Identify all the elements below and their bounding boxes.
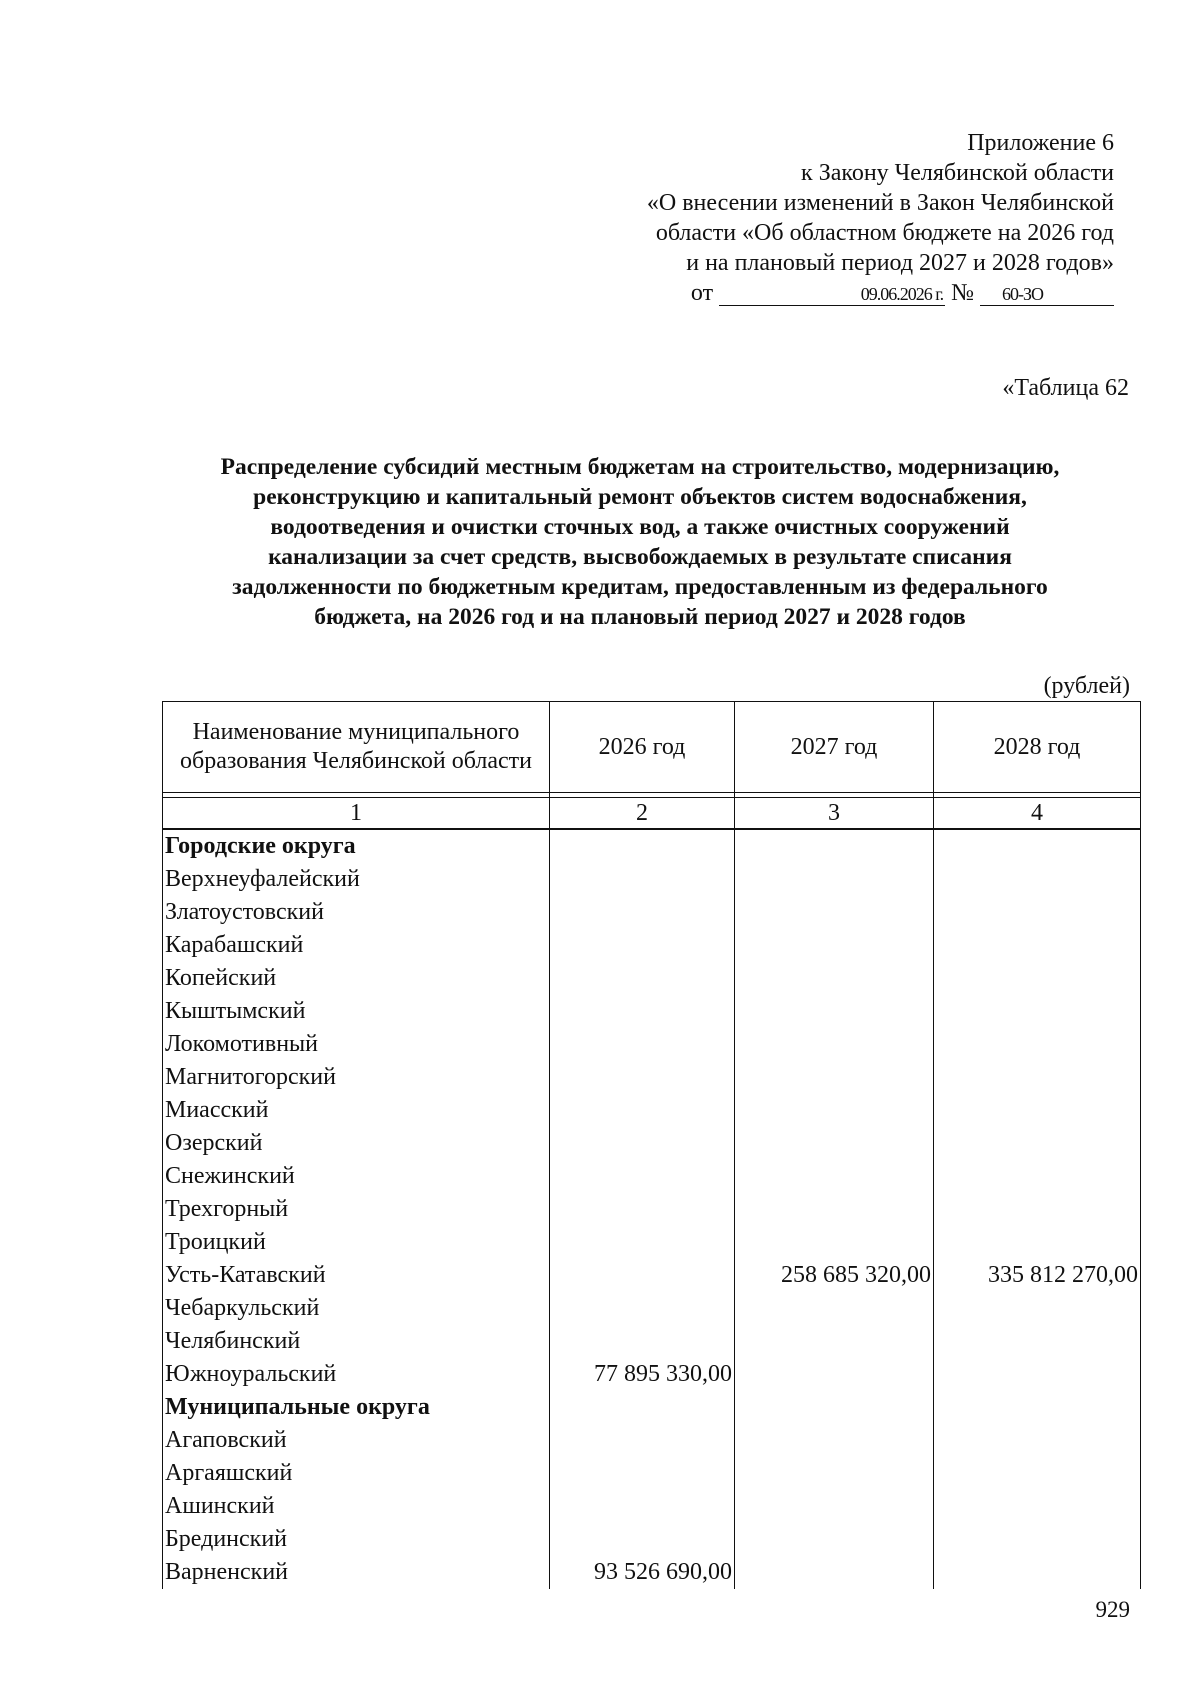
municipality-name: Копейский: [163, 962, 550, 995]
value-2027: [735, 1523, 934, 1556]
value-2026: [550, 1226, 735, 1259]
municipality-name: Городские округа: [163, 829, 550, 863]
value-2027: [735, 962, 934, 995]
value-2026: [550, 1424, 735, 1457]
value-2027: [735, 1226, 934, 1259]
value-2026: [550, 1259, 735, 1292]
table-body: [163, 829, 1141, 1589]
value-2026: [550, 1490, 735, 1523]
value-2027: [735, 1457, 934, 1490]
municipality-name: Брединский: [163, 1523, 550, 1556]
municipality-name: Южноуральский: [163, 1358, 550, 1391]
value-2028: [934, 1325, 1141, 1358]
value-2026: [550, 1523, 735, 1556]
title-line: канализации за счет средств, высвобождаемых в результате списания: [268, 544, 1012, 570]
value-2027: [735, 1193, 934, 1226]
value-2026: [550, 1391, 735, 1424]
value-2028: [934, 1028, 1141, 1061]
value-2027: [735, 896, 934, 929]
value-2027: [735, 929, 934, 962]
value-2027: [735, 995, 934, 1028]
value-2028: [934, 962, 1141, 995]
value-2027: [735, 1391, 934, 1424]
value-2027: [735, 1490, 934, 1523]
number-label: №: [951, 280, 974, 306]
header-2027: 2027 год: [735, 702, 934, 793]
appendix-line: области «Об областном бюджете на 2026 год: [655, 220, 1114, 246]
column-number-row: [163, 798, 1141, 830]
value-2026: [550, 1127, 735, 1160]
value-2027: [735, 1160, 934, 1193]
value-2026: [550, 1061, 735, 1094]
title-line: бюджета, на 2026 год и на плановый период 2027 и 2028 годов: [314, 604, 966, 630]
table-row: [163, 1490, 1141, 1523]
table-row: [163, 1061, 1141, 1094]
municipality-name: Ашинский: [163, 1490, 550, 1523]
table-reference: «Таблица 62: [1002, 375, 1129, 401]
table-row: [163, 1292, 1141, 1325]
value-2027: [735, 829, 934, 863]
municipality-name: Трехгорный: [163, 1193, 550, 1226]
value-2028: [934, 1292, 1141, 1325]
appendix-line: «О внесении изменений в Закон Челябинской: [646, 190, 1114, 216]
table-row: [163, 1226, 1141, 1259]
table-row: [163, 1127, 1141, 1160]
law-number: 60-ЗО: [980, 283, 1114, 306]
column-number: 2: [550, 798, 735, 830]
document-title: [150, 452, 1130, 632]
header-2028: 2028 год: [934, 702, 1141, 793]
table-row: [163, 929, 1141, 962]
value-2027: [735, 863, 934, 896]
table-row: [163, 962, 1141, 995]
municipality-name: Муниципальные округа: [163, 1391, 550, 1424]
value-2027: [735, 1424, 934, 1457]
value-2026: 77 895 330,00: [550, 1358, 735, 1391]
value-2028: [934, 1193, 1141, 1226]
value-2027: [735, 1127, 934, 1160]
from-label: от: [690, 280, 714, 306]
value-2026: [550, 863, 735, 896]
appendix-line: Приложение 6: [967, 130, 1114, 156]
value-2028: [934, 1391, 1141, 1424]
value-2027: [735, 1094, 934, 1127]
value-2028: [934, 995, 1141, 1028]
value-2028: [934, 1358, 1141, 1391]
value-2026: [550, 995, 735, 1028]
municipality-name: Варненский: [163, 1556, 550, 1589]
title-line: реконструкцию и капитальный ремонт объектов систем водоснабжения,: [253, 484, 1027, 510]
value-2028: [934, 1556, 1141, 1589]
value-2026: [550, 896, 735, 929]
table-row: [163, 1325, 1141, 1358]
value-2026: [550, 929, 735, 962]
table-row: [163, 995, 1141, 1028]
municipality-name: Чебаркульский: [163, 1292, 550, 1325]
municipality-name: Карабашский: [163, 929, 550, 962]
value-2026: [550, 1160, 735, 1193]
header-2026: 2026 год: [550, 702, 735, 793]
title-line: задолженности по бюджетным кредитам, предоставленным из федерального: [232, 574, 1048, 600]
table-row: [163, 1193, 1141, 1226]
value-2026: [550, 1457, 735, 1490]
value-2027: [735, 1061, 934, 1094]
value-2028: [934, 1424, 1141, 1457]
table-row: [163, 1424, 1141, 1457]
value-2026: [550, 1094, 735, 1127]
table-row: [163, 1259, 1141, 1292]
title-line: Распределение субсидий местным бюджетам на строительство, модернизацию,: [220, 454, 1060, 480]
table-header-row: [163, 702, 1141, 793]
value-2026: [550, 1292, 735, 1325]
header-municipality: Наименование муниципального образования Челябинской области: [163, 702, 550, 793]
table-row: [163, 1358, 1141, 1391]
value-2026: [550, 1028, 735, 1061]
municipality-name: Троицкий: [163, 1226, 550, 1259]
value-2027: [735, 1028, 934, 1061]
table-row: [163, 863, 1141, 896]
subsidy-table: [162, 701, 1141, 1589]
value-2028: [934, 929, 1141, 962]
title-line: водоотведения и очистки сточных вод, а также очистных сооружений: [270, 514, 1010, 540]
value-2028: [934, 896, 1141, 929]
municipality-name: Магнитогорский: [163, 1061, 550, 1094]
value-2028: [934, 1523, 1141, 1556]
municipality-name: Озерский: [163, 1127, 550, 1160]
municipality-name: Агаповский: [163, 1424, 550, 1457]
law-date: 09.06.2026 г.: [719, 283, 945, 306]
value-2027: [735, 1292, 934, 1325]
table-row: [163, 1391, 1141, 1424]
value-2027: [735, 1556, 934, 1589]
value-2028: [934, 1457, 1141, 1490]
law-signature-line: [647, 278, 1114, 308]
value-2028: 335 812 270,00: [934, 1259, 1141, 1292]
column-number: 1: [163, 798, 550, 830]
value-2028: [934, 1127, 1141, 1160]
value-2028: [934, 1160, 1141, 1193]
municipality-name: Челябинский: [163, 1325, 550, 1358]
municipality-name: Усть-Катавский: [163, 1259, 550, 1292]
table-row: [163, 1556, 1141, 1589]
municipality-name: Аргаяшский: [163, 1457, 550, 1490]
value-2028: [934, 829, 1141, 863]
value-2028: [934, 1061, 1141, 1094]
appendix-line: и на плановый период 2027 и 2028 годов»: [686, 250, 1114, 276]
value-2026: 93 526 690,00: [550, 1556, 735, 1589]
value-2026: [550, 829, 735, 863]
value-2026: [550, 1325, 735, 1358]
municipality-name: Верхнеуфалейский: [163, 863, 550, 896]
value-2027: 258 685 320,00: [735, 1259, 934, 1292]
table-row: [163, 1160, 1141, 1193]
municipality-name: Златоустовский: [163, 896, 550, 929]
units-label: (рублей): [1043, 673, 1130, 699]
table-row: [163, 829, 1141, 863]
value-2028: [934, 1490, 1141, 1523]
appendix-line: к Закону Челябинской области: [801, 160, 1114, 186]
column-number: 3: [735, 798, 934, 830]
page-number: 929: [1095, 1597, 1130, 1622]
value-2028: [934, 863, 1141, 896]
municipality-name: Кыштымский: [163, 995, 550, 1028]
municipality-name: Снежинский: [163, 1160, 550, 1193]
column-number: 4: [934, 798, 1141, 830]
value-2028: [934, 1226, 1141, 1259]
value-2026: [550, 962, 735, 995]
municipality-name: Миасский: [163, 1094, 550, 1127]
table-row: [163, 1457, 1141, 1490]
value-2028: [934, 1094, 1141, 1127]
value-2027: [735, 1358, 934, 1391]
table-row: [163, 1028, 1141, 1061]
value-2027: [735, 1325, 934, 1358]
table-row: [163, 1094, 1141, 1127]
municipality-name: Локомотивный: [163, 1028, 550, 1061]
value-2026: [550, 1193, 735, 1226]
table-row: [163, 896, 1141, 929]
appendix-header: [647, 128, 1114, 308]
table-row: [163, 1523, 1141, 1556]
